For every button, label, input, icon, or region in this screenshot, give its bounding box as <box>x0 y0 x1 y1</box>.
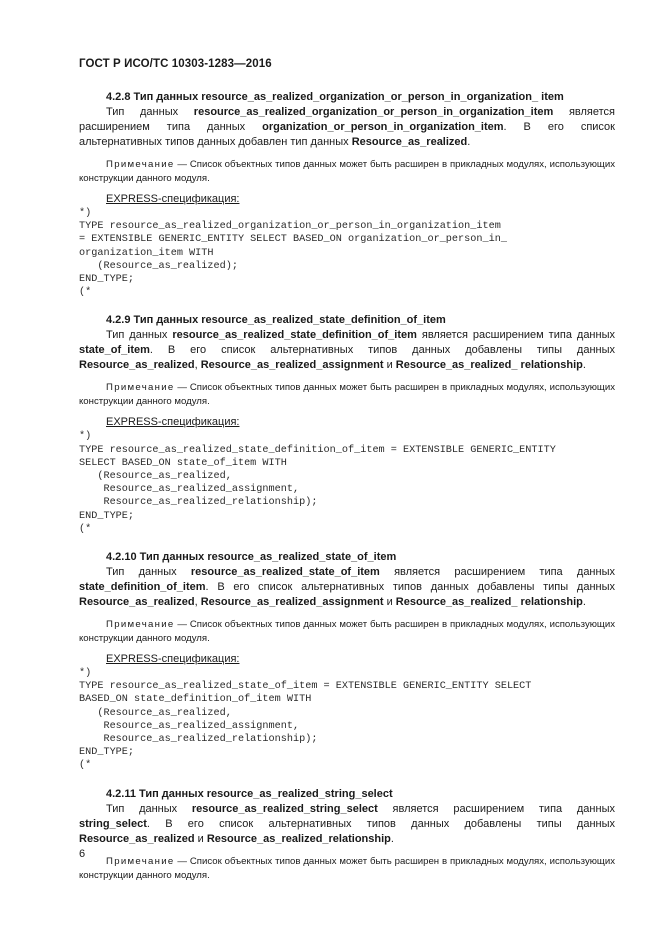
note <box>79 158 615 186</box>
body-text: . <box>582 596 586 609</box>
bold-term: Resource_as_realized <box>79 832 195 845</box>
body-text: является расширением типа данных <box>379 566 615 579</box>
bold-term: Resource_as_realized_assignment <box>200 359 384 372</box>
express-code-block: *) TYPE resource_as_realized_organization_or_person_in_organization_item = EXTENSIBLE GENERIC_ENTITY SELECT BASED_ON organization_or_person_in_ organization_item WITH (Resource_as_realized); END_TYPE; (* <box>79 208 507 299</box>
body-text: Тип данных <box>106 329 173 342</box>
body-text: . В его список альтернативных типов данных добавлены типы данных <box>146 817 615 830</box>
section <box>79 787 615 883</box>
express-spec-label: EXPRESS-спецификация: <box>106 653 240 666</box>
note-label: Примечание <box>106 159 175 170</box>
body-text: . <box>582 359 586 372</box>
note-label: Примечание <box>106 855 175 867</box>
body-text: , <box>194 359 201 372</box>
body-text: является расширением типа данных <box>377 802 615 815</box>
section <box>79 550 615 773</box>
express-spec-label: EXPRESS-спецификация: <box>106 416 240 429</box>
bold-term: string_select <box>79 817 147 830</box>
body-text: является расширением типа данных <box>79 106 615 133</box>
page-number: 6 <box>79 848 86 860</box>
note-label: Примечание <box>106 382 175 394</box>
note <box>79 855 615 883</box>
body-text: и <box>383 596 396 609</box>
note-label: Примечание <box>106 619 175 631</box>
note-text: — Список объектных типов данных может быть расширен в прикладных модулях, использующих конструкции данного модуля. <box>79 855 615 881</box>
express-code-block: *) TYPE resource_as_realized_state_of_item = EXTENSIBLE GENERIC_ENTITY SELECT BASED_ON state_definition_of_item WITH (Resource_as_realized, Resource_as_realized_assignment, Resource_as_realized_relationship); END_TYPE; (* <box>79 668 532 772</box>
bold-term: organization_or_person_in_organization_item <box>262 121 504 133</box>
express-code-block: *) TYPE resource_as_realized_state_definition_of_item = EXTENSIBLE GENERIC_ENTITY SELECT BASED_ON state_of_item WITH (Resource_as_realized, Resource_as_realized_assignment, Resource_as_realized_relationship); END_TYPE; (* <box>79 431 556 535</box>
body-text: . В его список альтернативных типов данных добавлены типы данных <box>205 581 615 594</box>
body-text: . В его список альтернативных типов данных добавлен тип данных <box>79 121 615 148</box>
section <box>79 90 615 299</box>
note <box>79 381 615 409</box>
document-content <box>79 90 615 897</box>
section-title: 4.2.8 Тип данных resource_as_realized_organization_or_person_in_organization_ item <box>106 91 564 103</box>
express-spec-label: EXPRESS-спецификация: <box>106 193 240 205</box>
section-body <box>79 105 615 150</box>
bold-term: Resource_as_realized_ relationship <box>395 596 583 609</box>
section-title: 4.2.9 Тип данных resource_as_realized_state_definition_of_item <box>106 314 446 327</box>
body-text: Тип данных <box>106 566 191 579</box>
bold-term: resource_as_realized_state_definition_of_item <box>172 329 417 342</box>
body-text: и <box>194 832 207 845</box>
note-text: — Список объектных типов данных может быть расширен в прикладных модулях, использующих конструкции данного модуля. <box>79 619 615 645</box>
bold-term: Resource_as_realized <box>351 136 468 148</box>
bold-term: Resource_as_realized_relationship <box>206 832 391 845</box>
bold-term: Resource_as_realized_assignment <box>200 596 384 609</box>
bold-term: resource_as_realized_organization_or_person_in_organization_item <box>193 106 554 118</box>
body-text: Тип данных <box>106 106 194 118</box>
body-text: , <box>194 596 201 609</box>
bold-term: Resource_as_realized_ relationship <box>395 359 583 372</box>
bold-term: Resource_as_realized <box>79 596 195 609</box>
section-body <box>79 565 615 610</box>
section-title: 4.2.11 Тип данных resource_as_realized_string_select <box>106 787 393 800</box>
note <box>79 618 615 646</box>
body-text: является расширением типа данных <box>416 329 615 342</box>
section <box>79 313 615 536</box>
section-body <box>79 328 615 373</box>
section-title: 4.2.10 Тип данных resource_as_realized_state_of_item <box>106 551 397 564</box>
note-text: — Список объектных типов данных может быть расширен в прикладных модулях, использующих конструкции данного модуля. <box>79 382 615 408</box>
bold-term: resource_as_realized_state_of_item <box>190 566 380 579</box>
body-text: . В его список альтернативных типов данных добавлены типы данных <box>149 344 615 357</box>
note-text: — Список объектных типов данных может быть расширен в прикладных модулях, использующих конструкции данного модуля. <box>79 159 615 184</box>
body-text: . <box>390 832 394 845</box>
bold-term: state_definition_of_item <box>79 581 206 594</box>
bold-term: state_of_item <box>79 344 150 357</box>
bold-term: resource_as_realized_string_select <box>191 802 378 815</box>
body-text: и <box>383 359 396 372</box>
body-text: . <box>467 136 471 148</box>
bold-term: Resource_as_realized <box>79 359 195 372</box>
body-text: Тип данных <box>106 802 192 815</box>
page-header: ГОСТ Р ИСО/ТС 10303-1283—2016 <box>79 58 272 70</box>
section-body <box>79 802 615 847</box>
